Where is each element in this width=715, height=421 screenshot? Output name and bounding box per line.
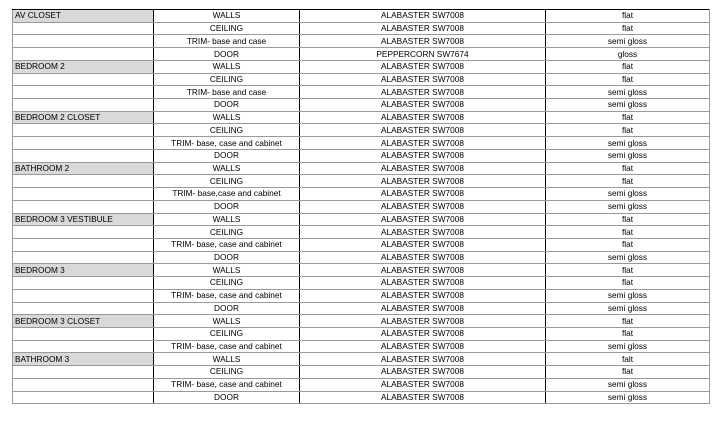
paint-color-cell: ALABASTER SW7008	[300, 213, 546, 226]
surface-cell: WALLS	[154, 10, 300, 23]
finish-cell: semi gloss	[546, 251, 710, 264]
surface-cell: CEILING	[154, 366, 300, 379]
finish-cell: falt	[546, 353, 710, 366]
room-cell-empty	[13, 378, 154, 391]
surface-cell: TRIM- base, case and cabinet	[154, 137, 300, 150]
room-cell-empty	[13, 327, 154, 340]
room-cell-empty	[13, 200, 154, 213]
paint-color-cell: ALABASTER SW7008	[300, 175, 546, 188]
paint-color-cell: ALABASTER SW7008	[300, 73, 546, 86]
room-cell-empty	[13, 99, 154, 112]
table-row	[13, 200, 710, 213]
table-row	[13, 10, 710, 23]
room-cell-empty	[13, 366, 154, 379]
room-cell-empty	[13, 238, 154, 251]
table-row	[13, 149, 710, 162]
surface-cell: TRIM- base, case and cabinet	[154, 238, 300, 251]
surface-cell: TRIM- base,case and cabinet	[154, 188, 300, 201]
table-row	[13, 213, 710, 226]
table-row	[13, 315, 710, 328]
surface-cell: DOOR	[154, 149, 300, 162]
surface-cell: CEILING	[154, 73, 300, 86]
room-name: BEDROOM 3 CLOSET	[13, 315, 154, 328]
finish-cell: semi gloss	[546, 137, 710, 150]
paint-color-cell: ALABASTER SW7008	[300, 99, 546, 112]
finish-cell: semi gloss	[546, 391, 710, 404]
surface-cell: TRIM- base and case	[154, 35, 300, 48]
finish-cell: flat	[546, 315, 710, 328]
room-cell-empty	[13, 391, 154, 404]
room-cell-empty	[13, 124, 154, 137]
room-cell-empty	[13, 73, 154, 86]
surface-cell: DOOR	[154, 48, 300, 61]
paint-schedule-body	[13, 10, 710, 404]
room-cell-empty	[13, 175, 154, 188]
table-row	[13, 73, 710, 86]
surface-cell: TRIM- base and case	[154, 86, 300, 99]
paint-color-cell: ALABASTER SW7008	[300, 277, 546, 290]
paint-color-cell: ALABASTER SW7008	[300, 137, 546, 150]
surface-cell: DOOR	[154, 99, 300, 112]
paint-color-cell: ALABASTER SW7008	[300, 340, 546, 353]
paint-color-cell: ALABASTER SW7008	[300, 60, 546, 73]
table-row	[13, 22, 710, 35]
finish-cell: gloss	[546, 48, 710, 61]
finish-cell: semi gloss	[546, 99, 710, 112]
surface-cell: CEILING	[154, 175, 300, 188]
surface-cell: WALLS	[154, 213, 300, 226]
room-name: BEDROOM 2	[13, 60, 154, 73]
finish-cell: flat	[546, 238, 710, 251]
table-row	[13, 302, 710, 315]
paint-color-cell: ALABASTER SW7008	[300, 353, 546, 366]
table-row	[13, 340, 710, 353]
surface-cell: TRIM- base, case and cabinet	[154, 340, 300, 353]
paint-color-cell: ALABASTER SW7008	[300, 22, 546, 35]
table-row	[13, 175, 710, 188]
table-row	[13, 277, 710, 290]
finish-cell: flat	[546, 73, 710, 86]
surface-cell: CEILING	[154, 22, 300, 35]
surface-cell: WALLS	[154, 353, 300, 366]
room-cell-empty	[13, 188, 154, 201]
table-row	[13, 111, 710, 124]
room-name: BATHROOM 2	[13, 162, 154, 175]
paint-color-cell: ALABASTER SW7008	[300, 251, 546, 264]
room-cell-empty	[13, 48, 154, 61]
paint-color-cell: ALABASTER SW7008	[300, 327, 546, 340]
paint-color-cell: ALABASTER SW7008	[300, 162, 546, 175]
surface-cell: WALLS	[154, 111, 300, 124]
room-name: BEDROOM 2 CLOSET	[13, 111, 154, 124]
finish-cell: flat	[546, 175, 710, 188]
finish-cell: semi gloss	[546, 302, 710, 315]
surface-cell: DOOR	[154, 391, 300, 404]
paint-color-cell: ALABASTER SW7008	[300, 391, 546, 404]
surface-cell: WALLS	[154, 162, 300, 175]
room-cell-empty	[13, 302, 154, 315]
finish-cell: flat	[546, 277, 710, 290]
table-row	[13, 35, 710, 48]
paint-color-cell: ALABASTER SW7008	[300, 188, 546, 201]
table-row	[13, 264, 710, 277]
table-row	[13, 391, 710, 404]
paint-color-cell: ALABASTER SW7008	[300, 315, 546, 328]
finish-cell: flat	[546, 327, 710, 340]
table-row	[13, 60, 710, 73]
paint-color-cell: ALABASTER SW7008	[300, 302, 546, 315]
table-row	[13, 327, 710, 340]
room-cell-empty	[13, 251, 154, 264]
surface-cell: DOOR	[154, 302, 300, 315]
paint-color-cell: ALABASTER SW7008	[300, 366, 546, 379]
finish-cell: semi gloss	[546, 289, 710, 302]
surface-cell: WALLS	[154, 264, 300, 277]
table-row	[13, 188, 710, 201]
finish-cell: flat	[546, 213, 710, 226]
surface-cell: WALLS	[154, 315, 300, 328]
room-name: BEDROOM 3 VESTIBULE	[13, 213, 154, 226]
table-row	[13, 378, 710, 391]
table-row	[13, 48, 710, 61]
paint-color-cell: ALABASTER SW7008	[300, 200, 546, 213]
finish-cell: flat	[546, 111, 710, 124]
surface-cell: TRIM- base, case and cabinet	[154, 289, 300, 302]
surface-cell: TRIM- base, case and cabinet	[154, 378, 300, 391]
table-row	[13, 289, 710, 302]
finish-cell: flat	[546, 10, 710, 23]
surface-cell: CEILING	[154, 327, 300, 340]
finish-cell: flat	[546, 22, 710, 35]
paint-color-cell: ALABASTER SW7008	[300, 86, 546, 99]
room-name: BATHROOM 3	[13, 353, 154, 366]
room-cell-empty	[13, 340, 154, 353]
paint-color-cell: ALABASTER SW7008	[300, 264, 546, 277]
table-row	[13, 226, 710, 239]
surface-cell: DOOR	[154, 251, 300, 264]
table-row	[13, 353, 710, 366]
finish-cell: flat	[546, 124, 710, 137]
finish-cell: semi gloss	[546, 35, 710, 48]
room-cell-empty	[13, 137, 154, 150]
table-row	[13, 238, 710, 251]
paint-color-cell: ALABASTER SW7008	[300, 111, 546, 124]
table-row	[13, 162, 710, 175]
room-cell-empty	[13, 35, 154, 48]
paint-color-cell: ALABASTER SW7008	[300, 10, 546, 23]
paint-color-cell: ALABASTER SW7008	[300, 289, 546, 302]
paint-color-cell: ALABASTER SW7008	[300, 238, 546, 251]
paint-color-cell: ALABASTER SW7008	[300, 35, 546, 48]
surface-cell: WALLS	[154, 60, 300, 73]
paint-schedule-table	[12, 9, 710, 404]
room-cell-empty	[13, 22, 154, 35]
room-cell-empty	[13, 226, 154, 239]
surface-cell: CEILING	[154, 124, 300, 137]
paint-color-cell: ALABASTER SW7008	[300, 124, 546, 137]
finish-cell: semi gloss	[546, 340, 710, 353]
table-row	[13, 86, 710, 99]
paint-color-cell: PEPPERCORN SW7674	[300, 48, 546, 61]
finish-cell: flat	[546, 162, 710, 175]
paint-color-cell: ALABASTER SW7008	[300, 378, 546, 391]
finish-cell: semi gloss	[546, 378, 710, 391]
paint-color-cell: ALABASTER SW7008	[300, 226, 546, 239]
finish-cell: flat	[546, 60, 710, 73]
room-name: BEDROOM 3	[13, 264, 154, 277]
room-cell-empty	[13, 149, 154, 162]
table-row	[13, 137, 710, 150]
table-row	[13, 124, 710, 137]
surface-cell: CEILING	[154, 277, 300, 290]
finish-cell: flat	[546, 366, 710, 379]
room-name: AV CLOSET	[13, 10, 154, 23]
room-cell-empty	[13, 277, 154, 290]
finish-cell: semi gloss	[546, 188, 710, 201]
finish-cell: semi gloss	[546, 149, 710, 162]
finish-cell: flat	[546, 226, 710, 239]
surface-cell: CEILING	[154, 226, 300, 239]
finish-cell: semi gloss	[546, 86, 710, 99]
finish-cell: semi gloss	[546, 200, 710, 213]
room-cell-empty	[13, 86, 154, 99]
table-row	[13, 251, 710, 264]
table-row	[13, 366, 710, 379]
room-cell-empty	[13, 289, 154, 302]
finish-cell: flat	[546, 264, 710, 277]
paint-color-cell: ALABASTER SW7008	[300, 149, 546, 162]
surface-cell: DOOR	[154, 200, 300, 213]
table-row	[13, 99, 710, 112]
